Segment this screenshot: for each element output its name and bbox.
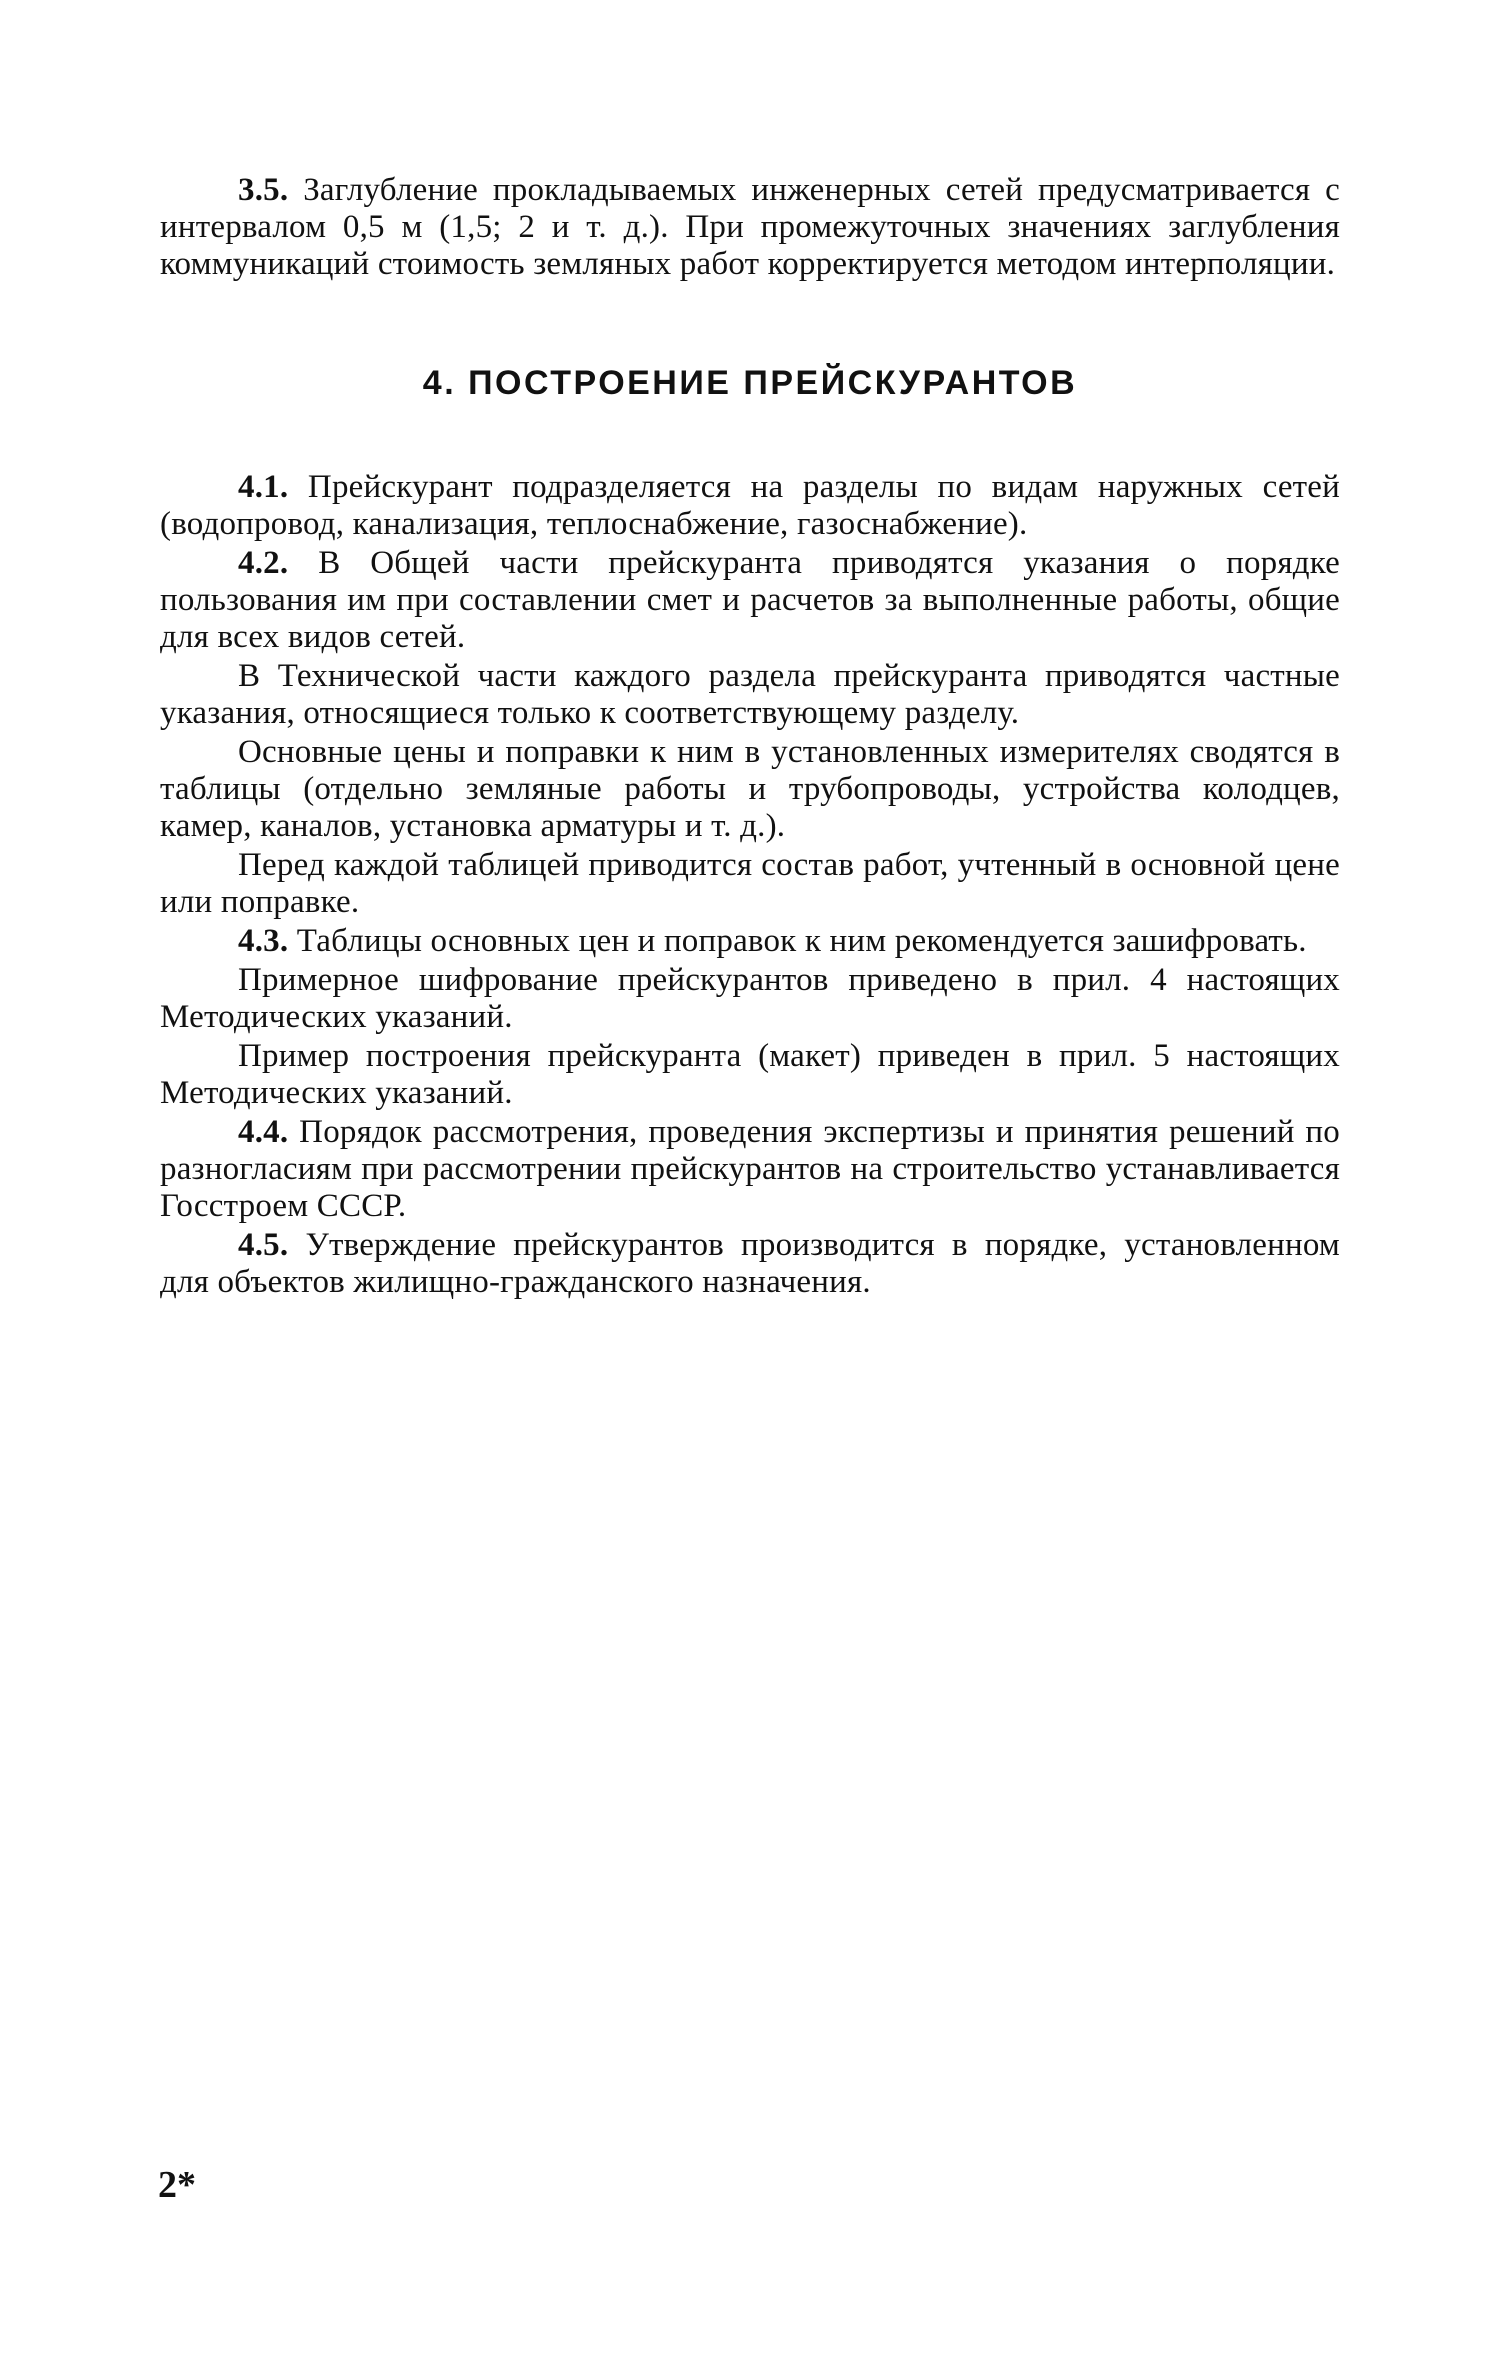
paragraph-text: Порядок рассмотрения, проведения экспертизы и принятия решений по разногласиям при рассмотрении прейскурантов на строительство устанавливается Госстроем СССР.	[160, 1114, 1340, 1224]
document-page	[160, 172, 1340, 1303]
paragraph-3-5	[160, 172, 1340, 283]
paragraph-text: Утверждение прейскурантов производится в порядке, установленном для объектов жилищно-гражданского назначения.	[160, 1227, 1340, 1300]
paragraph-works-composition	[160, 847, 1340, 921]
paragraph-4-2	[160, 545, 1340, 656]
paragraph-text: Пример построения прейскуранта (макет) приведен в прил. 5 настоящих Методических указаний.	[160, 1038, 1340, 1111]
paragraph-text: В Общей части прейскуранта приводятся указания о порядке пользования им при составлении смет и расчетов за выполненные работы, общие для всех видов сетей.	[160, 545, 1340, 655]
paragraph-number: 4.3.	[238, 923, 289, 959]
paragraph-number: 4.4.	[238, 1114, 289, 1150]
paragraph-encoding-example	[160, 962, 1340, 1036]
paragraph-text: Заглубление прокладываемых инженерных сетей предусматривается с интервалом 0,5 м (1,5; 2 и т. д.). При промежуточных значениях заглубления коммуникаций стоимость земляных работ корректируется методом интерполяции.	[160, 172, 1340, 282]
paragraph-number: 4.2.	[238, 545, 289, 581]
paragraph-4-5	[160, 1227, 1340, 1301]
paragraph-technical-part	[160, 658, 1340, 732]
paragraph-text: Таблицы основных цен и поправок к ним рекомендуется зашифровать.	[296, 923, 1307, 959]
paragraph-4-4	[160, 1114, 1340, 1225]
paragraph-text: Примерное шифрование прейскурантов приведено в прил. 4 настоящих Методических указаний.	[160, 962, 1340, 1035]
paragraph-text: В Технической части каждого раздела прейскуранта приводятся частные указания, относящиеся только к соответствующему разделу.	[160, 658, 1340, 731]
paragraph-4-3	[160, 923, 1340, 960]
paragraph-4-1	[160, 469, 1340, 543]
paragraph-main-prices	[160, 734, 1340, 845]
paragraph-text: Основные цены и поправки к ним в установленных измерителях сводятся в таблицы (отдельно земляные работы и трубопроводы, устройства колодцев, камер, каналов, установка арматуры и т. д.).	[160, 734, 1340, 844]
paragraph-layout-example	[160, 1038, 1340, 1112]
paragraph-text: Перед каждой таблицей приводится состав работ, учтенный в основной цене или поправке.	[160, 847, 1340, 920]
section-heading: 4. ПОСТРОЕНИЕ ПРЕЙСКУРАНТОВ	[422, 364, 1078, 402]
paragraph-number: 4.5.	[238, 1227, 289, 1263]
paragraph-number: 3.5.	[238, 172, 289, 208]
paragraph-text: Прейскурант подразделяется на разделы по видам наружных сетей (водопровод, канализация, теплоснабжение, газоснабжение).	[160, 469, 1341, 542]
signature-mark: 2*	[158, 2164, 196, 2206]
paragraph-number: 4.1.	[238, 469, 289, 505]
